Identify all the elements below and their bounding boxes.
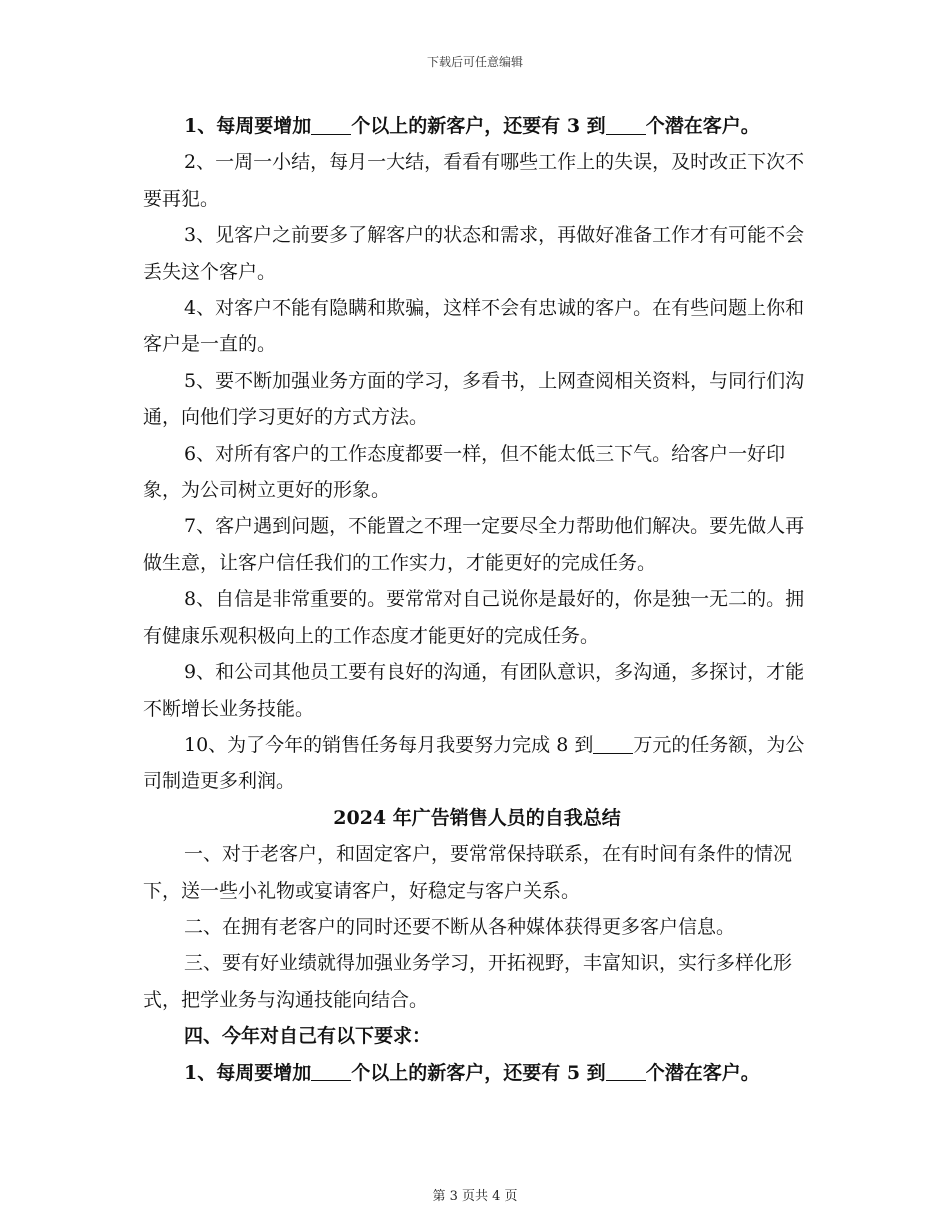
page-footer: 第 3 页共 4 页: [432, 1189, 518, 1204]
paragraph-item-9: 9、和公司其他员工要有良好的沟通，有团队意识，多沟通，多探讨，才能不断增长业务技能。: [143, 661, 805, 720]
paragraph-item-7: 7、客户遇到问题，不能置之不理一定要尽全力帮助他们解决。要先做人再做生意，让客户信任我们的工作实力，才能更好的完成任务。: [143, 515, 805, 574]
section-5-part-b: 个以上的新客户，还要有 5 到: [351, 1061, 606, 1084]
fill-blank: [606, 115, 646, 135]
paragraph-item-8: 8、自信是非常重要的。要常常对自己说你是最好的，你是独一无二的。拥有健康乐观积极向上的工作态度才能更好的完成任务。: [143, 588, 805, 647]
item-1-part-b: 个以上的新客户，还要有 3 到: [351, 115, 606, 137]
section-5-part-a: 1、每周要增加: [184, 1061, 312, 1084]
item-10-part-a: 10、为了今年的销售任务每月我要努力完成 8 到: [184, 733, 594, 756]
page-header: 下载后可任意编辑: [426, 55, 523, 69]
section-paragraph-5: [143, 1055, 811, 1091]
paragraph-item-3: 3、见客户之前要多了解客户的状态和需求，再做好准备工作才有可能不会丢失这个客户。: [143, 224, 805, 283]
item-1-part-a: 1、每周要增加: [184, 115, 312, 137]
paragraph-item-2: 2、一周一小结，每月一大结，看看有哪些工作上的失误，及时改正下次不要再犯。: [143, 151, 805, 210]
section-paragraph-1: 一、对于老客户，和固定客户，要常常保持联系，在有时间有条件的情况下，送一些小礼物或宴请客户，好稳定与客户关系。: [143, 843, 793, 902]
item-10-part-b: 万元的任务额，为公司制造更多利润。: [143, 733, 805, 793]
fill-blank: [311, 115, 351, 135]
paragraph-item-10: [143, 727, 811, 800]
section-title: 2024 年广告销售人员的自我总结: [333, 806, 621, 829]
section-paragraph-4: 四、今年对自己有以下要求：: [184, 1025, 432, 1048]
paragraph-item-6: 6、对所有客户的工作态度都要一样，但不能太低三下气。给客户一好印象，为公司树立更好的形象。: [143, 442, 786, 502]
fill-blank: [606, 1061, 646, 1081]
paragraph-item-4: 4、对客户不能有隐瞒和欺骗，这样不会有忠诚的客户。在有些问题上你和客户是一直的。: [143, 297, 805, 356]
item-1-part-c: 个潜在客户。: [645, 115, 760, 137]
section-paragraph-3: 三、要有好业绩就得加强业务学习，开拓视野，丰富知识，实行多样化形式，把学业务与沟通技能向结合。: [143, 952, 793, 1011]
document-body: [143, 108, 811, 1091]
paragraph-item-5: 5、要不断加强业务方面的学习，多看书，上网查阅相关资料，与同行们沟通，向他们学习更好的方式方法。: [143, 369, 805, 429]
section-5-part-c: 个潜在客户。: [645, 1061, 760, 1084]
fill-blank: [593, 734, 633, 754]
section-paragraph-2: 二、在拥有老客户的同时还要不断从各种媒体获得更多客户信息。: [184, 915, 736, 938]
paragraph-item-1: [143, 108, 811, 144]
fill-blank: [311, 1061, 351, 1081]
